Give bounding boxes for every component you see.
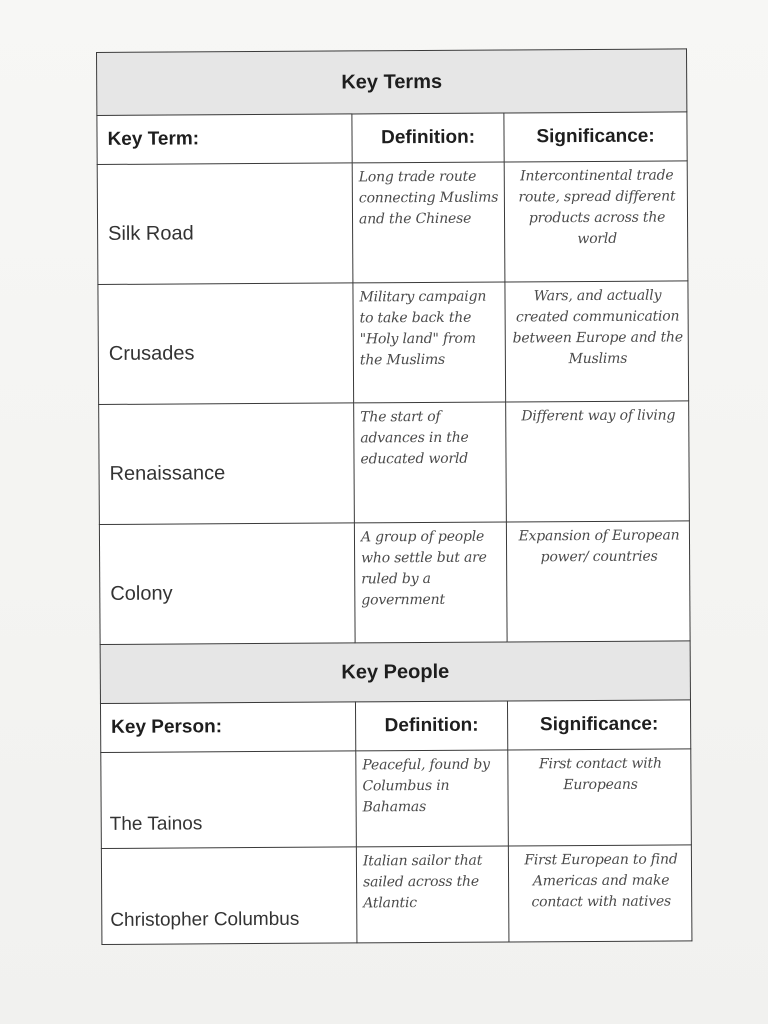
definition-cell: Peaceful, found by Columbus in Bahamas [356, 750, 509, 847]
definition-cell: A group of people who settle but are ruled by a government [354, 522, 507, 643]
term-label: Silk Road [108, 222, 194, 245]
table-row [98, 281, 689, 405]
table-row [101, 845, 692, 945]
term-cell [99, 403, 355, 525]
key-terms-title: Key Terms [97, 49, 687, 116]
term-label: Renaissance [109, 462, 226, 485]
significance-header: Significance: [504, 112, 687, 162]
significance-cell: First European to find Americas and make contact with natives [508, 845, 692, 942]
term-cell [97, 163, 353, 285]
term-label: Colony [110, 582, 173, 605]
table-row [101, 749, 692, 849]
significance-cell: Different way of living [506, 401, 690, 522]
key-term-header: Key Term: [97, 114, 352, 165]
table-row [97, 161, 688, 285]
definition-header: Definition: [355, 701, 507, 751]
definition-cell: The start of advances in the educated world [354, 402, 507, 523]
significance-cell: Wars, and actually created communication between Europe and the Muslims [505, 281, 689, 402]
definition-header: Definition: [352, 113, 504, 163]
significance-cell: Expansion of European power/ countries [506, 521, 690, 642]
key-people-title: Key People [100, 641, 690, 704]
definition-cell: Long trade route connecting Muslims and the Chinese [352, 162, 505, 283]
significance-cell: Intercontinental trade route, spread different products across the world [504, 161, 688, 282]
term-label: Crusades [108, 342, 195, 365]
term-cell [99, 523, 355, 645]
term-cell [98, 283, 354, 405]
definition-cell: Italian sailor that sailed across the Atlantic [356, 846, 509, 943]
key-person-header: Key Person: [100, 702, 355, 753]
table-row [99, 521, 690, 645]
worksheet [96, 48, 692, 960]
person-cell: The Tainos [101, 751, 357, 849]
significance-cell: First contact with Europeans [508, 749, 692, 846]
key-terms-table [96, 48, 692, 945]
significance-header: Significance: [507, 700, 690, 750]
table-row [99, 401, 690, 525]
definition-cell: Military campaign to take back the "Holy land" from the Muslims [353, 282, 506, 403]
person-cell: Christopher Columbus [101, 847, 357, 945]
